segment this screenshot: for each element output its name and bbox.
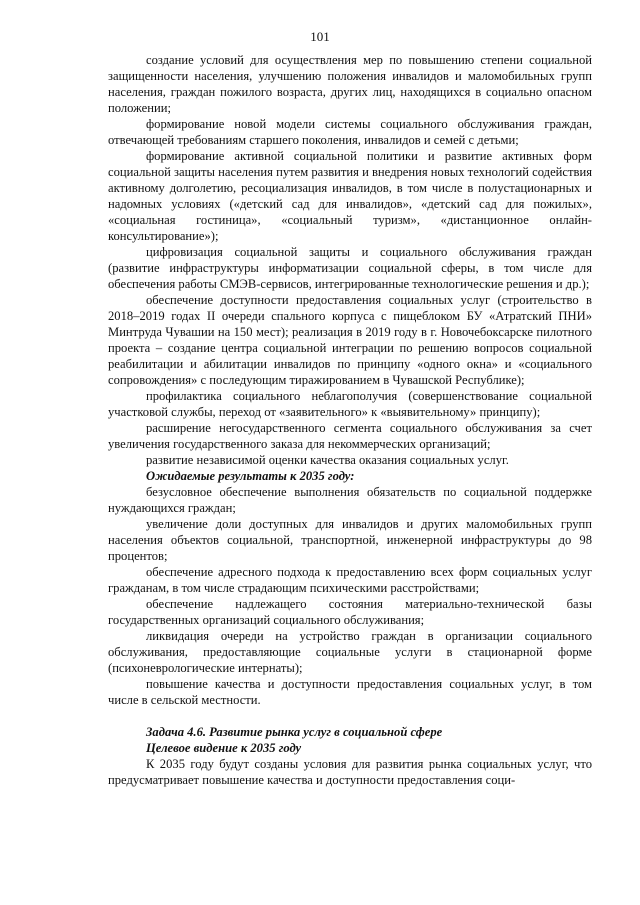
paragraph: профилактика социального неблагополучия (совершенствование социальной участковой службы, переход от «заявительного» к «выявительному» принципу);: [108, 389, 592, 419]
section-heading: Целевое видение к 2035 году: [146, 741, 302, 755]
paragraph: повышение качества и доступности предоставления социальных услуг, в том числе в сельской местности.: [108, 677, 592, 707]
paragraph: К 2035 году будут созданы условия для развития рынка социальных услуг, что предусматривает повышение качества и доступности предоставления соци-: [108, 757, 592, 787]
section-heading: Задача 4.6. Развитие рынка услуг в социальной сфере: [146, 725, 443, 739]
paragraph: цифровизация социальной защиты и социального обслуживания граждан (развитие инфраструктуры информатизации социальной сферы, в том числе для обеспечения работы СМЭВ-сервисов, интегрированные технологические решения и др.);: [108, 245, 592, 291]
paragraph: расширение негосударственного сегмента социального обслуживания за счет увеличения государственного заказа для некоммерческих организаций;: [108, 421, 592, 451]
paragraph: формирование активной социальной политики и развитие активных форм социальной защиты населения путем развития и внедрения новых технологий содействия активному долголетию, ресоциализация инвалидов, в том числе в полустационарных и надомных условиях («детский сад для инвалидов», «детский сад для пожилых», «социальная гостиница», «социальный туризм», «дистанционное онлайн-консультирование»);: [108, 149, 592, 243]
paragraph: обеспечение доступности предоставления социальных услуг (строительство в 2018–2019 годах II очереди спального корпуса с пищеблоком БУ «Атратский ПНИ» Минтруда Чувашии на 150 мест); реализация в 2019 году в г. Новочебоксарске пилотного проекта – создание центра социальной интеграции по решению вопросов социальной реабилитации и абилитации инвалидов по принципу «одного окна» и «социального сопровождения» с последующим тиражированием в Чувашской Республике);: [108, 293, 592, 387]
paragraph: ликвидация очереди на устройство граждан в организации социального обслуживания, предоставляющие социальные услуги в стационарной форме (психоневрологические интернаты);: [108, 629, 592, 675]
paragraph: обеспечение надлежащего состояния материально-технической базы государственных организаций социального обслуживания;: [108, 597, 592, 627]
paragraph: развитие независимой оценки качества оказания социальных услуг.: [146, 453, 509, 467]
paragraph: формирование новой модели системы социального обслуживания граждан, отвечающей требованиям старшего поколения, инвалидов и семей с детьми;: [108, 117, 592, 147]
paragraph: безусловное обеспечение выполнения обязательств по социальной поддержке нуждающихся граждан;: [108, 485, 592, 515]
page-body: [108, 52, 592, 788]
paragraph: увеличение доли доступных для инвалидов и других маломобильных групп населения объектов социальной, транспортной, инженерной инфраструктуры до 98 процентов;: [108, 517, 592, 563]
paragraph: создание условий для осуществления мер по повышению степени социальной защищенности населения, улучшению положения инвалидов и маломобильных групп населения, граждан пожилого возраста, других лиц, находящихся в социально опасном положении;: [108, 53, 592, 115]
page-number: 101: [310, 29, 330, 44]
paragraph: обеспечение адресного подхода к предоставлению всех форм социальных услуг гражданам, в том числе страдающим психическими расстройствами;: [108, 565, 592, 595]
section-heading: Ожидаемые результаты к 2035 году:: [146, 469, 355, 483]
